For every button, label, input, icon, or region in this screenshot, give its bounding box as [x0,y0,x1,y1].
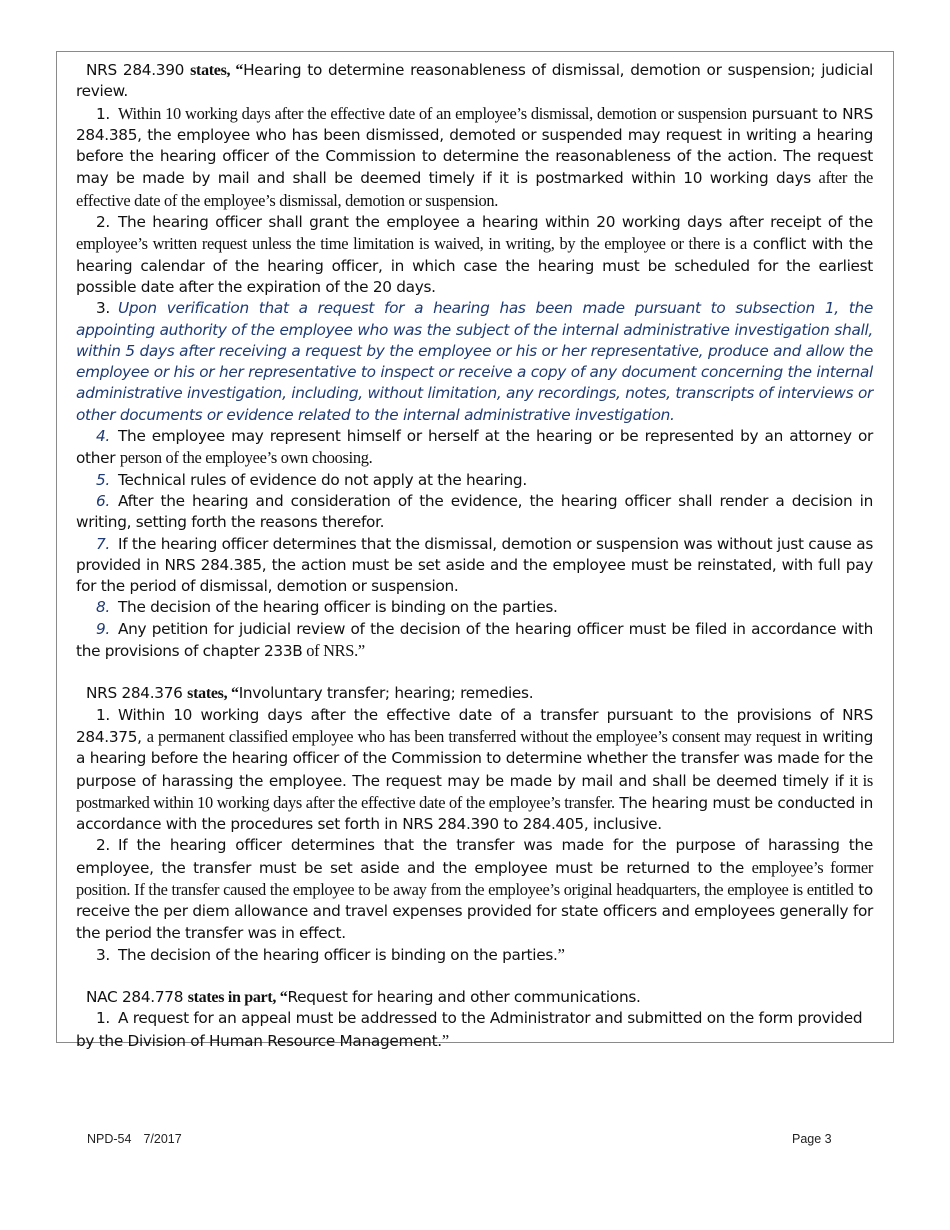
section-title: Request for hearing and other communications. [287,988,641,1007]
subsection-1: 1. Within 10 working days after the effective date of an employee’s dismissal, demotion or suspension pursuant to NRS 284.385, the employee who has been dismissed, demoted or suspended may request in writing a hearing before the hearing officer of the Commission to determine the reasonableness of the action. The request may be made by mail and shall be deemed timely if it is postmarked within 10 working days after the effective date of the employee’s dismissal, demotion or suspension. [76,103,873,210]
section-spacer [76,662,873,683]
subsection-1: 1. Within 10 working days after the effective date of a transfer pursuant to the provisions of NRS 284.375, a permanent classified employee who has been transferred without the employee’s consent may request in writing a hearing before the hearing officer of the Commission to determine whether the transfer was made for the purpose of harassing the employee. The request may be made by mail and shall be deemed timely if it is postmarked within 10 working days after the effective date of the employee’s transfer. The hearing must be conducted in accordance with the procedures set forth in NRS 284.390 to 284.405, inclusive. [76,705,873,834]
citation: NAC 284.778 [86,988,184,1007]
subsection-6: 6. After the hearing and consideration of the evidence, the hearing officer shall render a decision in writing, setting forth the reasons therefor. [76,491,873,532]
subsection-7: 7. If the hearing officer determines that the dismissal, demotion or suspension was without just cause as provided in NRS 284.385, the action must be set aside and the employee must be reinstated, with full pay for the period of dismissal, demotion or suspension. [76,534,873,596]
section-heading [76,987,873,1008]
subsection-5: 5. Technical rules of evidence do not apply at the hearing. [96,470,527,489]
subsection-2: 2. If the hearing officer determines that the transfer was made for the purpose of harassing the employee, the transfer must be set aside and the employee must be returned to the employee’s former position. If the transfer caused the employee to be away from the employee’s original headquarters, the employee is entitled to receive the per diem allowance and travel expenses provided for state officers and employees generally for the period the transfer was in effect. [76,836,873,942]
subsection-2: 2. The hearing officer shall grant the employee a hearing within 20 working days after receipt of the employee’s written request unless the time limitation is waived, in writing, by the employee or there is a conflict with the hearing calendar of the hearing officer, in which case the hearing must be scheduled for the earliest possible date after the expiration of the 20 days. [76,213,873,296]
content-frame [56,51,894,1050]
subsection-3: 3. The decision of the hearing officer is binding on the parties.” [96,944,565,964]
section-spacer [76,966,873,987]
section-nrs-284-376 [76,683,873,966]
subsection-3: 3. Upon verification that a request for a hearing has been made pursuant to subsection 1, the appointing authority of the employee who was the subject of the internal administrative investigation shall, within 5 days after receiving a request by the employee or his or her representative, produce and allow the employee or his or her representative to inspect or receive a copy of any document concerning the internal administrative investigation, including, without limitation, any recordings, notes, transcripts of interviews or other documents or evidence related to the internal administrative investigation. [76,299,873,424]
subsection-8: 8. The decision of the hearing officer is binding on the parties. [96,598,558,617]
subsection-9: 9. Any petition for judicial review of the decision of the hearing officer must be filed in accordance with the provisions of chapter 233B of NRS.” [76,619,873,661]
citation: NRS 284.390 [86,61,185,79]
footer-page-number: Page 3 [792,1132,832,1146]
section-heading [76,683,873,704]
subsection-4: 4. The employee may represent himself or herself at the hearing or be represented by an attorney or other person of the employee’s own choosing. [76,427,873,468]
section-nrs-284-390 [76,60,873,662]
footer-document-id: NPD-54 7/2017 [87,1132,182,1146]
section-nac-284-778 [76,987,873,1052]
states-label: states, “ [187,685,239,703]
citation: NRS 284.376 [86,684,183,703]
states-label: states, “ [190,62,244,79]
states-label: states in part, “ [187,989,288,1007]
section-title: Involuntary transfer; hearing; remedies. [238,684,534,703]
section-title: Hearing to determine reasonableness of dismissal, demotion or suspension; judicial review. [76,61,874,101]
subsection-1: 1. A request for an appeal must be addressed to the Administrator and submitted on the form provided by the Division of Human Resource Management.” [76,1009,863,1050]
section-heading [76,60,873,103]
